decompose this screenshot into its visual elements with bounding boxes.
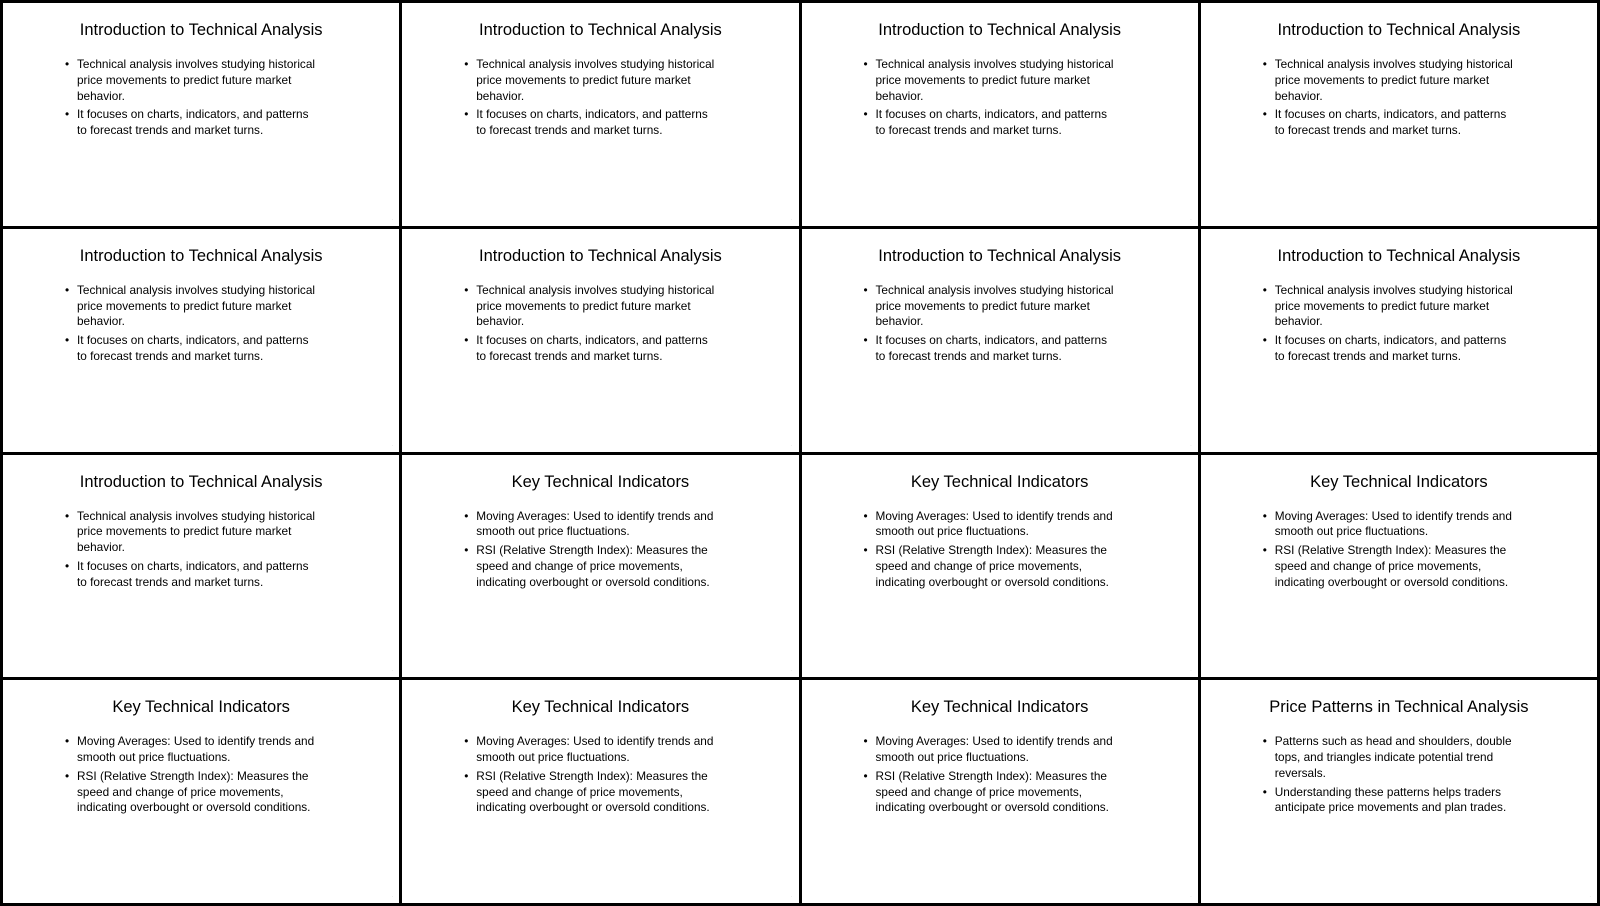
slide-thumbnail-14[interactable] [402, 680, 798, 903]
slide-footer-mark: · [1589, 668, 1591, 675]
slide-bullet-list [864, 734, 1116, 819]
slide-thumbnail-13[interactable] [3, 680, 399, 903]
slide-bullet: • Moving Averages: Used to identify trends and smooth out price fluctuations. [1263, 509, 1515, 541]
slide-bullet: • Moving Averages: Used to identify trends and smooth out price fluctuations. [864, 734, 1116, 766]
slide-thumbnail-9[interactable] [3, 455, 399, 678]
slide-thumbnail-3[interactable] [802, 3, 1198, 226]
slide-footer-mark: · [1190, 216, 1192, 223]
slide-title: Introduction to Technical Analysis [878, 246, 1121, 265]
slide-title: Key Technical Indicators [910, 472, 1089, 491]
slide-thumbnail-2[interactable] [402, 3, 798, 226]
slide-bullet-list [464, 734, 716, 819]
slide-bullet: • RSI (Relative Strength Index): Measures the speed and change of price movements, indicating overbought or oversold conditions. [1263, 543, 1515, 590]
slide-bullet: • Technical analysis involves studying historical price movements to predict future market behavior. [1263, 283, 1515, 330]
slide-bullet: • Technical analysis involves studying historical price movements to predict future market behavior. [65, 57, 317, 104]
slide-footer-mark: · [391, 894, 394, 900]
slide-bullet: • Understanding these patterns helps traders anticipate price movements and plan trades. [1263, 785, 1515, 817]
slide-bullet: • Technical analysis involves studying historical price movements to predict future market behavior. [464, 57, 716, 104]
slide-footer-mark: · [1589, 216, 1591, 223]
slide-bullet: • It focuses on charts, indicators, and patterns to forecast trends and market turns. [1263, 333, 1515, 365]
slide-footer-mark: · [1589, 894, 1591, 900]
slide-thumbnail-8[interactable] [1201, 229, 1597, 452]
slide-title: Introduction to Technical Analysis [878, 21, 1121, 39]
slide-bullet-list [65, 734, 317, 819]
slide-bullet: • RSI (Relative Strength Index): Measures the speed and change of price movements, indicating overbought or oversold conditions. [65, 769, 317, 816]
slide-bullet: • It focuses on charts, indicators, and patterns to forecast trends and market turns. [65, 107, 317, 139]
slide-bullet-list [65, 283, 317, 368]
slide-bullet: • Technical analysis involves studying historical price movements to predict future market behavior. [65, 283, 317, 330]
slide-bullet-list [464, 57, 716, 142]
slide-title: Introduction to Technical Analysis [79, 246, 323, 265]
slide-thumbnail-16[interactable] [1201, 680, 1597, 903]
slide-thumbnail-4[interactable] [1201, 3, 1597, 226]
slide-bullet: • Moving Averages: Used to identify trends and smooth out price fluctuations. [464, 509, 716, 541]
slide-bullet: • Moving Averages: Used to identify trends and smooth out price fluctuations. [864, 509, 1116, 541]
slide-title: Key Technical Indicators [112, 698, 290, 717]
slide-bullet-list [65, 509, 317, 594]
slide-title: Introduction to Technical Analysis [79, 472, 323, 491]
slide-footer-mark: · [391, 216, 394, 223]
slide-footer-mark: · [1190, 894, 1192, 900]
slide-footer-mark: · [391, 668, 394, 675]
slide-thumbnail-11[interactable] [802, 455, 1198, 678]
slide-bullet-list [1263, 57, 1515, 142]
slide-thumbnail-5[interactable] [3, 229, 399, 452]
slide-footer-mark: · [790, 216, 793, 223]
slide-bullet-list [864, 283, 1116, 368]
slide-title: Introduction to Technical Analysis [79, 21, 323, 39]
slide-bullet-list [864, 509, 1116, 594]
slide-footer-mark: · [790, 894, 793, 900]
slide-bullet: • RSI (Relative Strength Index): Measures the speed and change of price movements, indicating overbought or oversold conditions. [464, 543, 716, 590]
slide-bullet: • Technical analysis involves studying historical price movements to predict future market behavior. [464, 283, 716, 330]
slide-title: Key Technical Indicators [511, 472, 690, 491]
slide-bullet: • It focuses on charts, indicators, and patterns to forecast trends and market turns. [1263, 107, 1515, 139]
slide-bullet: • RSI (Relative Strength Index): Measures the speed and change of price movements, indicating overbought or oversold conditions. [464, 769, 716, 816]
slide-thumbnail-15[interactable] [802, 680, 1198, 903]
slide-title: Introduction to Technical Analysis [478, 246, 722, 265]
slide-bullet: • Technical analysis involves studying historical price movements to predict future market behavior. [864, 57, 1116, 104]
slide-bullet: • It focuses on charts, indicators, and patterns to forecast trends and market turns. [464, 107, 716, 139]
slide-bullet: • It focuses on charts, indicators, and patterns to forecast trends and market turns. [864, 107, 1116, 139]
slide-title: Key Technical Indicators [511, 698, 690, 717]
slide-bullet: • It focuses on charts, indicators, and patterns to forecast trends and market turns. [864, 333, 1116, 365]
slide-thumbnail-10[interactable] [402, 455, 798, 678]
slide-title: Introduction to Technical Analysis [478, 21, 722, 39]
slide-footer-mark: · [1190, 668, 1192, 675]
slide-footer-mark: · [790, 442, 793, 449]
slide-bullet-list [464, 283, 716, 368]
slide-footer-mark: · [790, 668, 793, 675]
slide-bullet: • RSI (Relative Strength Index): Measures the speed and change of price movements, indicating overbought or oversold conditions. [864, 769, 1116, 816]
slide-bullet-list [1263, 734, 1515, 819]
slide-footer-mark: · [1589, 442, 1591, 449]
slide-title: Introduction to Technical Analysis [1277, 21, 1521, 39]
slide-bullet: • Moving Averages: Used to identify trends and smooth out price fluctuations. [464, 734, 716, 766]
slide-title: Key Technical Indicators [1310, 472, 1488, 491]
slide-bullet: • RSI (Relative Strength Index): Measures the speed and change of price movements, indicating overbought or oversold conditions. [864, 543, 1116, 590]
slide-bullet: • It focuses on charts, indicators, and patterns to forecast trends and market turns. [65, 559, 317, 591]
slide-footer-mark: · [391, 442, 394, 449]
slide-thumbnail-12[interactable] [1201, 455, 1597, 678]
slide-bullet: • Technical analysis involves studying historical price movements to predict future market behavior. [864, 283, 1116, 330]
slide-bullet-list [1263, 509, 1515, 594]
slide-bullet-list [65, 57, 317, 142]
slide-bullet: • It focuses on charts, indicators, and patterns to forecast trends and market turns. [464, 333, 716, 365]
slide-thumbnail-7[interactable] [802, 229, 1198, 452]
slide-bullet: • Patterns such as head and shoulders, double tops, and triangles indicate potential trend reversals. [1263, 734, 1515, 781]
slide-title: Key Technical Indicators [910, 698, 1089, 717]
slide-bullet: • Technical analysis involves studying historical price movements to predict future market behavior. [1263, 57, 1515, 104]
slide-title: Introduction to Technical Analysis [1277, 246, 1521, 265]
slide-bullet: • Technical analysis involves studying historical price movements to predict future market behavior. [65, 509, 317, 556]
slide-bullet-list [464, 509, 716, 594]
slide-bullet: • Moving Averages: Used to identify trends and smooth out price fluctuations. [65, 734, 317, 766]
slide-thumbnail-1[interactable] [3, 3, 399, 226]
slide-title: Price Patterns in Technical Analysis [1269, 698, 1529, 717]
slide-footer-mark: · [1190, 442, 1192, 449]
slide-bullet-list [864, 57, 1116, 142]
slide-thumbnail-6[interactable] [402, 229, 798, 452]
slide-bullet-list [1263, 283, 1515, 368]
slide-bullet: • It focuses on charts, indicators, and patterns to forecast trends and market turns. [65, 333, 317, 365]
